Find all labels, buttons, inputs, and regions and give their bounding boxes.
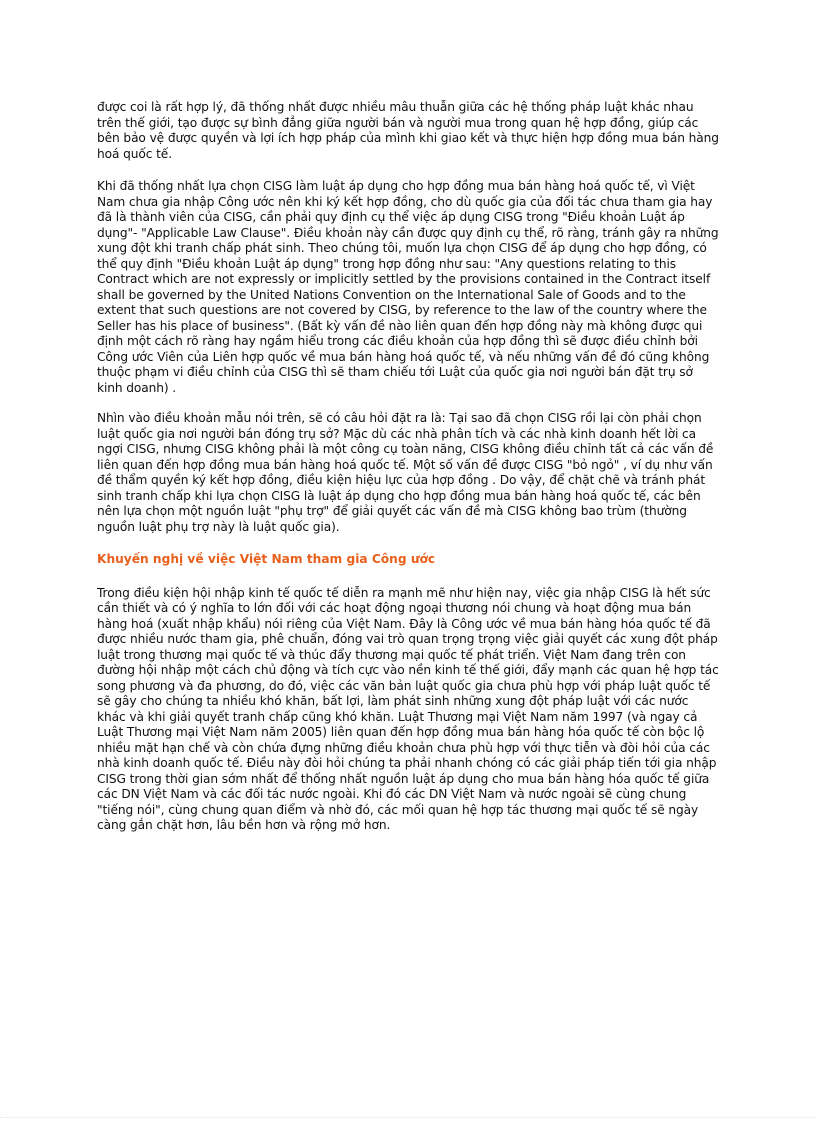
- paragraph-intro-continuation: được coi là rất hợp lý, đã thống nhất được nhiều mâu thuẫn giữa các hệ thống pháp luật khác nhau trên thế giới, tạo được sự bình đẳng giữa người bán và người mua trong quan hệ hợp đồng, giúp các bên bảo vệ được quyền và lợi ích hợp pháp của mình khi giao kết và thực hiện hợp đồng mua bán hàng hoá quốc tế.: [97, 100, 719, 161]
- paragraph-recommendation: Trong điều kiện hội nhập kinh tế quốc tế diễn ra mạnh mẽ như hiện nay, việc gia nhập CISG là hết sức cần thiết và có ý nghĩa to lớn đối với các hoạt động ngoại thương nói chung và hoạt động mua bán hàng hoá (xuất nhập khẩu) nói riêng của Việt Nam. Đây là Công ước về mua bán hàng hóa quốc tế đã được nhiều nước tham gia, phê chuẩn, đóng vai trò quan trọng trọng việc giải quyết các xung đột pháp luật trong thương mại quốc tế và thúc đẩy thương mại quốc tế phát triển. Việt Nam đang trên con đường hội nhập một cách chủ động và tích cực vào nền kinh tế thế giới, đẩy mạnh các quan hệ hợp tác song phương và đa phương, do đó, việc các văn bản luật quốc gia chưa phù hợp với pháp luật quốc tế sẽ gây cho chúng ta nhiều khó khăn, bất lợi, làm phát sinh những xung đột pháp luật với các nước khác và khi giải quyết tranh chấp cũng khó khăn. Luật Thương mại Việt Nam năm 1997 (và ngay cả Luật Thương mại Việt Nam năm 2005) liên quan đến hợp đồng mua bán hàng hóa quốc tế còn bộc lộ nhiều mặt hạn chế và còn chứa đựng những điều khoản chưa phù hợp với thực tiễn và đòi hỏi của các nhà kinh doanh quốc tế. Điều này đòi hỏi chúng ta phải nhanh chóng có các giải pháp tiến tới gia nhập CISG trong thời gian sớm nhất để thống nhất nguồn luật áp dụng cho mua bán hàng hóa quốc tế giữa các DN Việt Nam và các đối tác nước ngoài. Khi đó các DN Việt Nam và nước ngoài sẽ cùng chung "tiếng nói", cùng chung quan điểm và nhờ đó, các mối quan hệ hợp tác thương mại quốc tế sẽ ngày càng gắn chặt hơn, lâu bền hơn và rộng mở hơn.: [97, 585, 719, 832]
- paragraph-spacer: [97, 162, 719, 179]
- paragraph-spacer: [97, 535, 719, 552]
- paragraph-supplementary-law: Nhìn vào điều khoản mẫu nói trên, sẽ có câu hỏi đặt ra là: Tại sao đã chọn CISG rồi lại còn phải chọn luật quốc gia nơi người bán đóng trụ sở? Mặc dù các nhà phân tích và các nhà kinh doanh hết lời ca ngợi CISG, nhưng CISG không phải là một công cụ toàn năng, CISG không điều chỉnh tất cả các vấn đề liên quan đến hợp đồng mua bán hàng hoá quốc tế. Một số vấn đề được CISG "bỏ ngỏ" , ví dụ như vấn đề thẩm quyền ký kết hợp đồng, điều kiện hiệu lực của hợp đồng . Do vậy, để chặt chẽ và tránh phát sinh tranh chấp khi lựa chọn CISG là luật áp dụng cho hợp đồng mua bán hàng hoá quốc tế, các bên nên lựa chọn một nguồn luật "phụ trợ" để giải quyết các vấn đề mà CISG không bao trùm (thường nguồn luật phụ trợ này là luật quốc gia).: [97, 411, 714, 534]
- document-page: [97, 100, 719, 834]
- paragraph-applicable-law-clause: Khi đã thống nhất lựa chọn CISG làm luật áp dụng cho hợp đồng mua bán hàng hoá quốc tế, vì Việt Nam chưa gia nhập Công ước nên khi ký kết hợp đồng, cho dù quốc gia của đối tác chưa tham gia hay đã là thành viên của CISG, cần phải quy định cụ thể việc áp dụng CISG trong "Điều khoản Luật áp dụng"- "Applicable Law Clause". Điều khoản này cần được quy định cụ thể, rõ ràng, tránh gây ra những xung đột khi tranh chấp phát sinh. Theo chúng tôi, muốn lựa chọn CISG để áp dụng cho hợp đồng, có thể quy định "Điều khoản Luật áp dụng" trong hợp đồng như sau: "Any questions relating to this Contract which are not expressly or implicitly settled by the provisions contained in the Contract itself shall be governed by the United Nations Convention on the International Sale of Goods and to the extent that such questions are not covered by CISG, by reference to the law of the country where the Seller has his place of business". (Bất kỳ vấn đề nào liên quan đến hợp đồng này mà không được qui định một cách rõ ràng hay ngầm hiểu trong các điều khoản của hợp đồng thì sẽ được điều chỉnh bởi Công ước Viên của Liên hợp quốc về mua bán hàng hoá quốc tế, và nếu những vấn đề đó cũng không thuộc phạm vi điều chỉnh của CISG thì sẽ tham chiếu tới Luật của quốc gia nơi người bán đặt trụ sở kinh doanh) .: [97, 179, 719, 395]
- section-heading: Khuyến nghị về việc Việt Nam tham gia Công ước: [97, 552, 436, 566]
- paragraph-spacer: [97, 568, 719, 586]
- page-bottom-divider: [0, 1117, 816, 1118]
- paragraph-spacer: [97, 396, 719, 411]
